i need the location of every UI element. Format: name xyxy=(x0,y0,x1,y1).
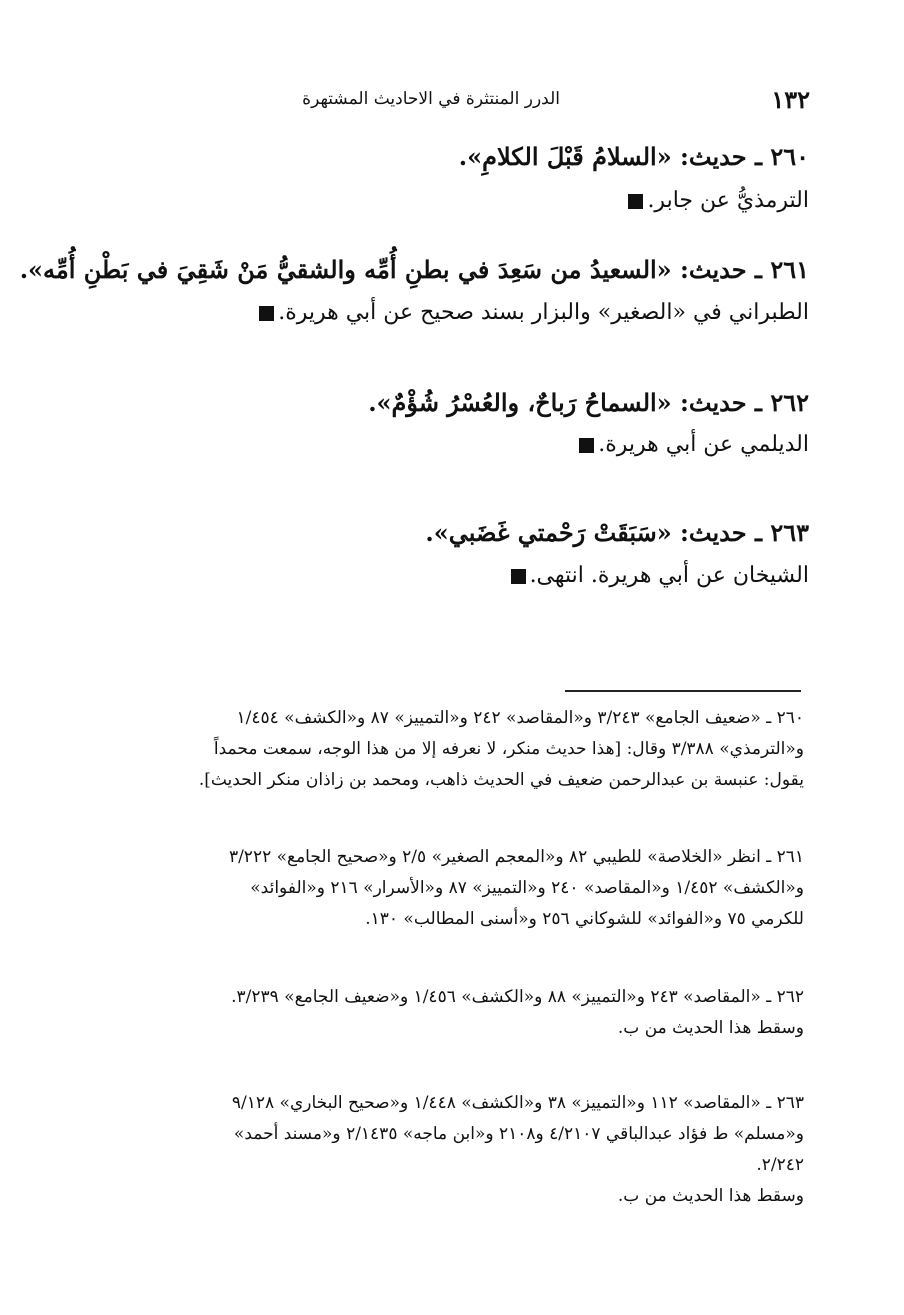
hadith-entry-title: ٢٦٣ ـ حديث: «سَبَقَتْ رَحْمتي غَضَبي». xyxy=(425,518,809,547)
hadith-entry-source xyxy=(628,188,809,213)
footnote-line: ٢٦١ ـ انظر «الخلاصة» للطيبي ٨٢ و«المعجم الصغير» ٢/٥ و«صحيح الجامع» ٣/٢٢٢ xyxy=(228,847,804,867)
page-number: ١٣٢ xyxy=(771,85,810,114)
hadith-entry-source xyxy=(579,432,809,457)
hadith-entry-title: ٢٦٢ ـ حديث: «السماحُ رَباحٌ، والعُسْرُ شُؤْمٌ». xyxy=(368,388,809,417)
footnote xyxy=(104,703,804,796)
entry-source-text: الترمذيُّ عن جابر. xyxy=(647,188,809,213)
footnote-separator xyxy=(565,690,801,692)
end-square-icon xyxy=(259,306,274,321)
footnote-line: و«الترمذي» ٣/٣٨٨ وقال: [هذا حديث منكر، لا نعرفه إلا من هذا الوجه، سمعت محمداً xyxy=(213,739,804,759)
end-square-icon xyxy=(511,569,526,584)
footnote-line: ٢٦٢ ـ «المقاصد» ٢٤٣ و«التمييز» ٨٨ و«الكشف» ١/٤٥٦ و«ضعيف الجامع» ٣/٢٣٩. xyxy=(231,987,804,1007)
footnote xyxy=(104,1088,804,1212)
footnote-line: يقول: عنبسة بن عبدالرحمن ضعيف في الحديث ذاهب، ومحمد بن زاذان منكر الحديث]. xyxy=(198,770,804,790)
entry-source-text: الشيخان عن أبي هريرة. انتهى. xyxy=(529,563,809,588)
footnote xyxy=(104,842,804,935)
footnote-line: و«مسلم» ط فؤاد عبدالباقي ٤/٢١٠٧ و٢١٠٨ و«ابن ماجه» ٢/١٤٣٥ و«مسند أحمد» xyxy=(233,1124,804,1144)
page-header xyxy=(302,85,810,117)
footnote xyxy=(104,982,804,1044)
hadith-entry-title: ٢٦٠ ـ حديث: «السلامُ قَبْلَ الكلامِ». xyxy=(458,142,809,171)
footnote-line: ٢/٢٤٢. xyxy=(756,1155,804,1175)
entry-source-text: الديلمي عن أبي هريرة. xyxy=(598,432,809,457)
footnote-line: و«الكشف» ١/٤٥٢ و«المقاصد» ٢٤٠ و«التمييز» ٨٧ و«الأسرار» ٢١٦ و«الفوائد» xyxy=(250,878,804,898)
hadith-entry-source xyxy=(259,300,809,325)
footnote-line: ٢٦٣ ـ «المقاصد» ١١٢ و«التمييز» ٣٨ و«الكشف» ١/٤٤٨ و«صحيح البخاري» ٩/١٢٨ xyxy=(231,1093,804,1113)
footnote-line: للكرمي ٧٥ و«الفوائد» للشوكاني ٢٥٦ و«أسنى المطالب» ١٣٠. xyxy=(365,909,804,929)
hadith-entry-source xyxy=(511,563,809,588)
footnote-line: وسقط هذا الحديث من ب. xyxy=(617,1186,804,1206)
running-title: الدرر المنتثرة في الاحاديث المشتهرة xyxy=(302,89,560,109)
entry-source-text: الطبراني في «الصغير» والبزار بسند صحيح عن أبي هريرة. xyxy=(278,300,809,325)
end-square-icon xyxy=(628,194,643,209)
hadith-entry-title: ٢٦١ ـ حديث: «السعيدُ من سَعِدَ في بطنِ أُمِّه والشقيُّ مَنْ شَقِيَ في بَطْنِ أُمِّه». xyxy=(19,255,809,284)
footnote-line: ٢٦٠ ـ «ضعيف الجامع» ٣/٢٤٣ و«المقاصد» ٢٤٢ و«التمييز» ٨٧ و«الكشف» ١/٤٥٤ xyxy=(236,708,804,728)
end-square-icon xyxy=(579,438,594,453)
footnote-line: وسقط هذا الحديث من ب. xyxy=(617,1018,804,1038)
